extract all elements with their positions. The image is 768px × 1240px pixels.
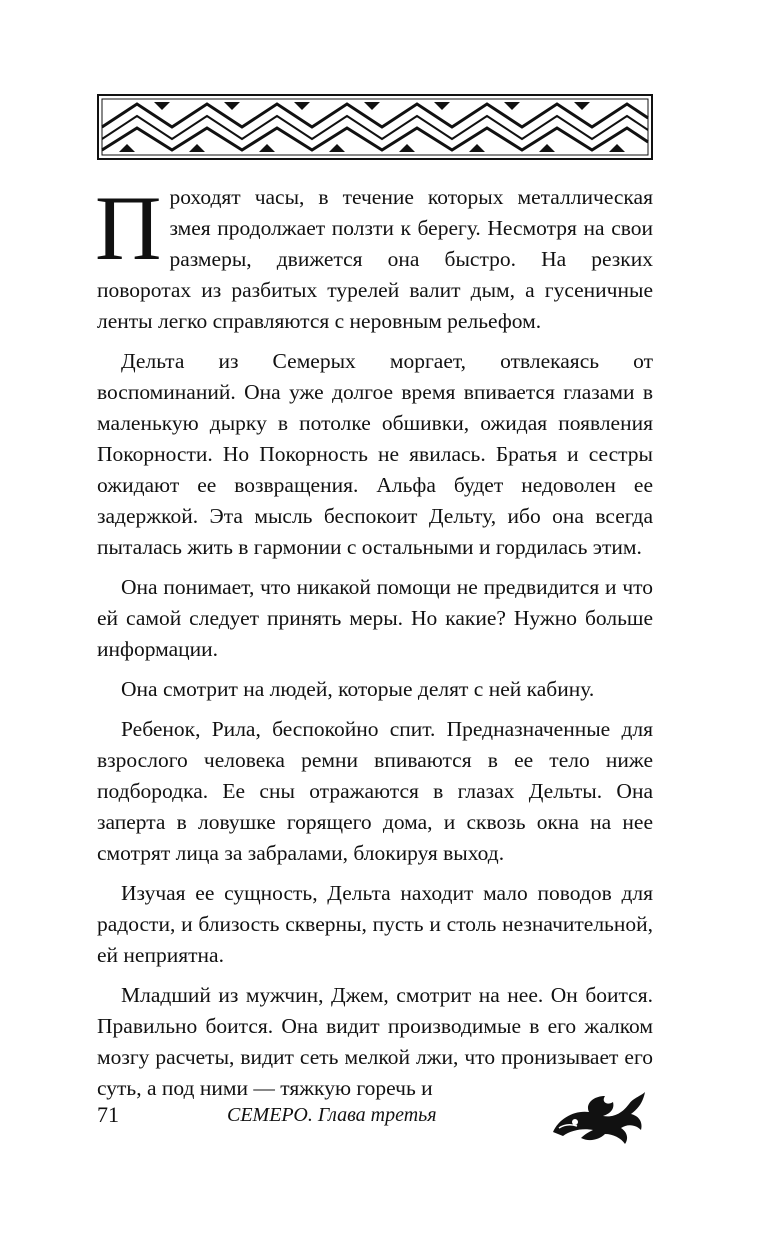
paragraph-3: Она понимает, что никакой помощи не предвидится и что ей самой следует принять меры. Но какие? Нужно больше информации. xyxy=(97,575,653,661)
paragraph-4: Она смотрит на людей, которые делят с ней кабину. xyxy=(121,677,595,701)
page-footer xyxy=(97,1088,653,1148)
paragraph-2: Дельта из Семерых моргает, отвлекаясь от воспоминаний. Она уже долгое время впивается глазами в маленькую дырку в потолке обшивки, ожидая появления Покорности. Но Покорность не явилась. Братья и сестры ожидают ее возвращения. Альфа будет недоволен ее задержкой. Эта мысль беспокоит Дельту, ибо она всегда пыталась жить в гармонии с остальными и гордилась этим. xyxy=(97,349,653,559)
paragraph-7: Младший из мужчин, Джем, смотрит на нее. Он боится. Правильно боится. Она видит производимые в его жалком мозгу расчеты, видит сеть мелкой лжи, что пронизывает его суть, а под ними — тяжкую горечь и xyxy=(97,983,653,1100)
running-title: СЕМЕРО. Глава третья xyxy=(227,1104,437,1126)
drop-cap: П xyxy=(95,177,162,279)
paragraph-1-text: роходят часы, в течение которых металлическая змея продолжает ползти к берегу. Несмотря на свои размеры, движется она быстро. На резких поворотах из разбитых турелей валит дым, а гусеничные ленты легко справляются с неровным рельефом. xyxy=(97,185,653,333)
paragraph-1 xyxy=(95,177,653,337)
page-body-text xyxy=(95,177,653,1113)
paragraph-6: Изучая ее сущность, Дельта находит мало поводов для радости, и близость скверны, пусть и столь незначительной, ей неприятна. xyxy=(97,881,653,967)
paragraph-5: Ребенок, Рила, беспокойно спит. Предназначенные для взрослого человека ремни впиваются в ее тело ниже подбородка. Ее сны отражаются в глазах Дельты. Она заперта в ловушке горящего дома, и сквозь окна на нее смотрят лица за забралами, блокируя выход. xyxy=(97,717,653,865)
decorative-header-ornament xyxy=(97,94,653,160)
dragon-emblem-icon xyxy=(549,1088,649,1146)
page-number: 71 xyxy=(97,1102,119,1127)
